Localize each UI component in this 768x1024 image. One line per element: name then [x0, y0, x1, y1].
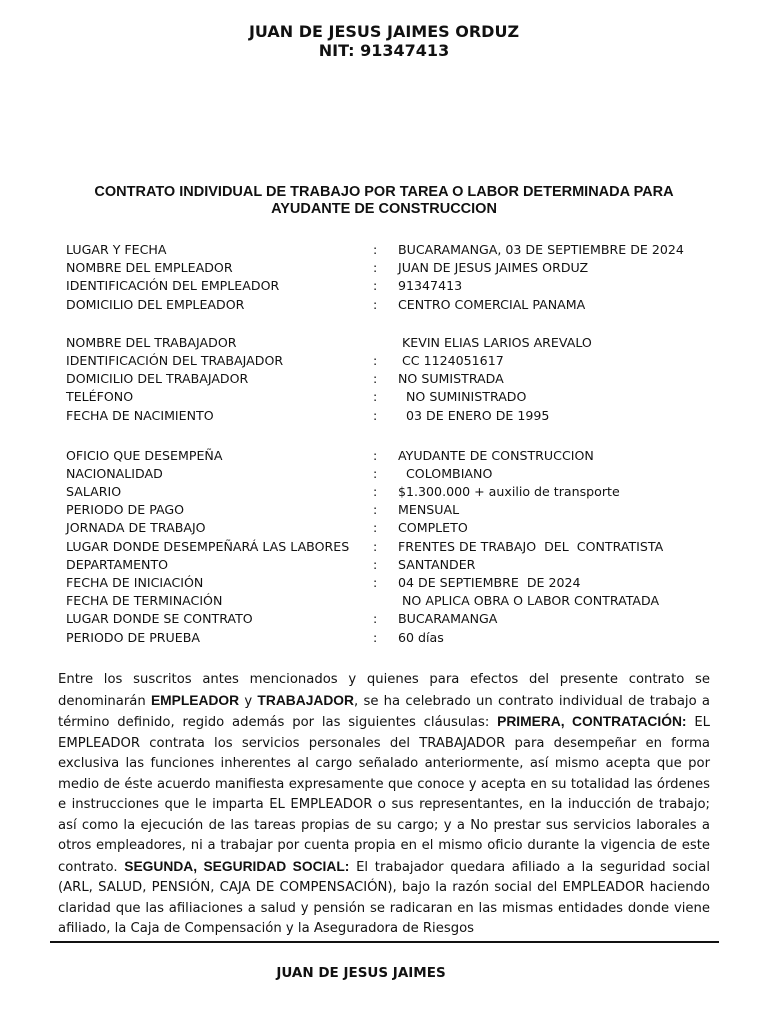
- field-row: [66, 483, 746, 501]
- field-value: COMPLETO: [398, 520, 468, 536]
- field-colon: :: [373, 629, 378, 645]
- field-colon: :: [373, 242, 378, 257]
- field-row: [66, 592, 746, 610]
- field-value: KEVIN ELIAS LARIOS AREVALO: [398, 334, 592, 350]
- field-row: [66, 519, 746, 537]
- contract-title-line-2: AYUDANTE DE CONSTRUCCION: [271, 201, 497, 217]
- field-row: [66, 501, 746, 519]
- field-label: OFICIO QUE DESEMPEÑA: [66, 447, 223, 463]
- field-row: [66, 296, 746, 314]
- field-row: [66, 629, 746, 647]
- field-label: JORNADA DE TRABAJO: [66, 520, 206, 536]
- body-bold-term: TRABAJADOR: [257, 692, 355, 708]
- field-row: [66, 407, 746, 425]
- clause-heading: SEGUNDA, SEGURIDAD SOCIAL:: [124, 858, 350, 874]
- field-row: [66, 388, 746, 406]
- field-value: CC 1124051617: [398, 352, 504, 368]
- field-colon: :: [373, 502, 378, 518]
- document-header: [0, 22, 768, 60]
- field-group-spacer: [66, 425, 746, 447]
- footer-divider: [50, 941, 719, 943]
- body-text: Entre los suscritos antes mencionados y quienes para efectos del presente contrato se denominarán: [58, 672, 710, 709]
- field-colon: :: [373, 260, 378, 276]
- field-colon: :: [373, 407, 378, 423]
- field-value: SANTANDER: [398, 556, 476, 572]
- field-value: 91347413: [398, 278, 463, 294]
- field-label: PERIODO DE PRUEBA: [66, 629, 200, 645]
- field-label: LUGAR Y FECHA: [66, 242, 167, 257]
- field-value: MENSUAL: [398, 502, 460, 518]
- field-label: DEPARTAMENTO: [66, 556, 169, 572]
- body-text: y: [239, 693, 258, 709]
- field-value: BUCARAMANGA, 03 DE SEPTIEMBRE DE 2024: [398, 242, 684, 257]
- body-text: El trabajador quedara afiliado a la seguridad social (ARL, SALUD, PENSIÓN, CAJA DE COMPENSACIÓN), bajo la razón social del EMPLEADOR haciendo claridad que las afiliaciones a salud y pensión se radicaran en las mismas entidades donde viene afiliado, la Caja de Compensación y la Aseguradora de Riesgos: [58, 859, 710, 936]
- footer-signature-name: JUAN DE JESUS JAIMES: [276, 965, 446, 981]
- field-label: SALARIO: [66, 484, 122, 500]
- field-colon: :: [373, 389, 378, 405]
- field-label: NOMBRE DEL TRABAJADOR: [66, 334, 237, 350]
- field-label: FECHA DE TERMINACIÓN: [66, 593, 223, 609]
- field-row: [66, 465, 746, 483]
- job-field-group: [66, 447, 746, 647]
- field-label: IDENTIFICACIÓN DEL TRABAJADOR: [66, 352, 284, 368]
- field-colon: :: [373, 352, 378, 368]
- field-label: NACIONALIDAD: [66, 465, 163, 481]
- field-colon: :: [373, 575, 378, 590]
- field-label: TELÉFONO: [66, 389, 134, 405]
- field-row: [66, 277, 746, 295]
- field-row: [66, 241, 746, 259]
- worker-field-group: [66, 334, 746, 425]
- field-label: FECHA DE INICIACIÓN: [66, 575, 204, 590]
- employer-nit-heading: NIT: 91347413: [318, 41, 450, 60]
- field-row: [66, 259, 746, 277]
- field-row: [66, 447, 746, 465]
- field-value: $1.300.000 + auxilio de transporte: [398, 484, 620, 500]
- field-label: DOMICILIO DEL EMPLEADOR: [66, 296, 245, 312]
- employer-name-heading: JUAN DE JESUS JAIMES ORDUZ: [248, 22, 520, 41]
- field-colon: :: [373, 556, 378, 572]
- field-row: [66, 610, 746, 628]
- field-label: PERIODO DE PAGO: [66, 502, 185, 518]
- field-value: COLOMBIANO: [398, 465, 493, 481]
- employer-field-group: [66, 241, 746, 314]
- field-value: NO SUMISTRADA: [398, 371, 504, 387]
- field-value: NO SUMINISTRADO: [398, 389, 527, 405]
- body-bold-term: EMPLEADOR: [150, 692, 240, 708]
- field-row: [66, 538, 746, 556]
- field-colon: :: [373, 296, 378, 312]
- field-label: DOMICILIO DEL TRABAJADOR: [66, 371, 249, 387]
- field-group-spacer: [66, 314, 746, 334]
- field-value: 60 días: [398, 629, 444, 645]
- field-colon: :: [373, 278, 378, 294]
- field-label: LUGAR DONDE DESEMPEÑARÁ LAS LABORES: [66, 538, 350, 554]
- field-value: FRENTES DE TRABAJO DEL CONTRATISTA: [398, 538, 664, 554]
- field-value: JUAN DE JESUS JAIMES ORDUZ: [398, 260, 589, 276]
- clause-heading: PRIMERA, CONTRATACIÓN:: [497, 714, 687, 729]
- field-label: IDENTIFICACIÓN DEL EMPLEADOR: [66, 278, 280, 294]
- field-value: 03 DE ENERO DE 1995: [398, 407, 550, 423]
- field-label: LUGAR DONDE SE CONTRATO: [66, 611, 253, 627]
- body-text: EL EMPLEADOR contrata los servicios personales del TRABAJADOR para desempeñar en forma exclusiva las funciones inherentes al cargo señalado anteriormente, así mismo acepta que por medio de éste acuerdo manifiesta expresamente que conoce y acepta en su totalidad las órdenes e instrucciones que le imparta EL EMPLEADOR o sus representantes, en la inducción de trabajo; así como la ejecución de las tareas propias de su cargo; y a No prestar sus servicios laborales a otros empleadores, ni a trabajar por cuenta propia en el mismo oficio durante la vigencia de este contrato.: [58, 715, 710, 875]
- contract-fields: [66, 241, 746, 647]
- field-colon: :: [373, 538, 378, 554]
- field-row: [66, 352, 746, 370]
- field-value: CENTRO COMERCIAL PANAMA: [398, 296, 586, 312]
- field-colon: :: [373, 520, 378, 536]
- field-label: NOMBRE DEL EMPLEADOR: [66, 260, 233, 276]
- contract-body-paragraph: [58, 670, 710, 940]
- field-value: AYUDANTE DE CONSTRUCCION: [398, 447, 594, 463]
- field-value: 04 DE SEPTIEMBRE DE 2024: [398, 575, 581, 590]
- field-row: [66, 370, 746, 388]
- field-row: [66, 334, 746, 352]
- body-text: , se ha celebrado un contrato individual de trabajo a término definido, regido además por las siguientes cláusulas:: [58, 693, 710, 730]
- contract-title: [60, 184, 708, 218]
- field-label: FECHA DE NACIMIENTO: [66, 407, 214, 423]
- field-colon: :: [373, 484, 378, 500]
- field-colon: :: [373, 465, 378, 481]
- field-colon: :: [373, 371, 378, 387]
- contract-title-line-1: CONTRATO INDIVIDUAL DE TRABAJO POR TAREA O LABOR DETERMINADA PARA: [94, 184, 674, 200]
- field-colon: :: [373, 611, 378, 627]
- field-row: [66, 574, 746, 592]
- field-value: NO APLICA OBRA O LABOR CONTRATADA: [398, 593, 660, 609]
- field-row: [66, 556, 746, 574]
- field-colon: :: [373, 447, 378, 463]
- field-value: BUCARAMANGA: [398, 611, 498, 627]
